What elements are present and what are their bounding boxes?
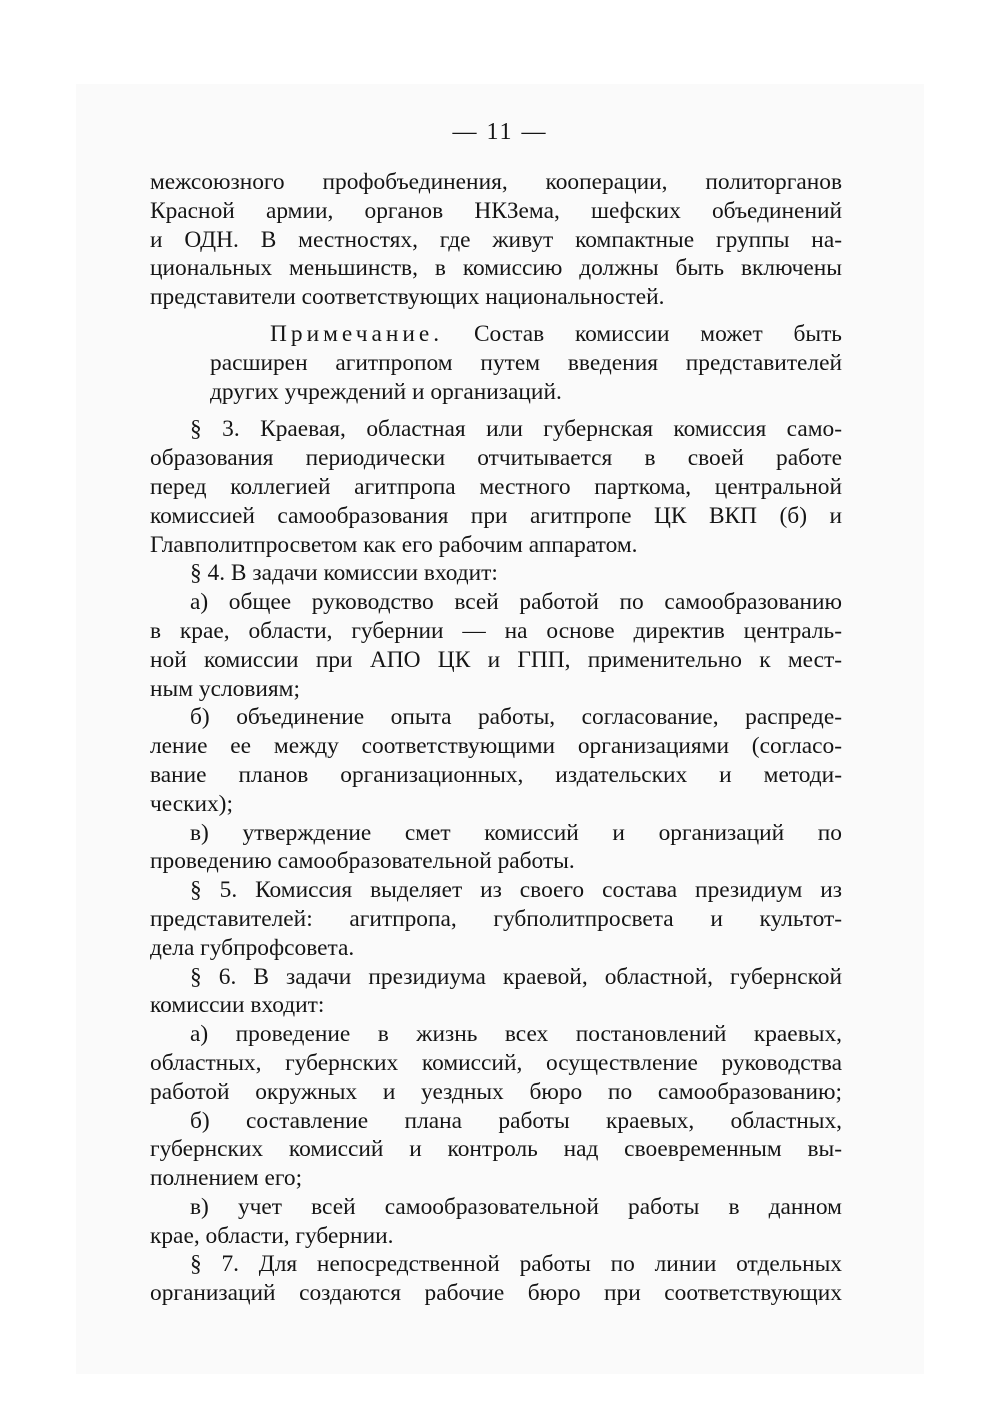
text-line: вание планов организационных, издательских и методи-	[150, 761, 842, 788]
text-line: § 7. Для непосредственной работы по линии отдельных	[190, 1251, 842, 1278]
section-4-item-a	[150, 588, 842, 703]
text-line: работой окружных и уездных бюро по самообразованию;	[150, 1078, 842, 1105]
text-line: образования периодически отчитывается в своей работе	[150, 445, 842, 472]
section-6-item-b	[150, 1107, 842, 1193]
text-line: а) общее руководство всей работой по самообразованию	[190, 589, 842, 616]
text-line: крае, области, губернии.	[150, 1222, 394, 1249]
document-text	[150, 168, 842, 1308]
text-line: в) утверждение смет комиссий и организаций по	[190, 819, 842, 846]
text-line: представителей: агитпропа, губполитпросвета и культот-	[150, 905, 842, 932]
text-line: организаций создаются рабочие бюро при соответствующих	[150, 1280, 842, 1307]
section-6-item-a	[150, 1020, 842, 1106]
text-line: в) учет всей самообразовательной работы в данном	[190, 1193, 842, 1220]
text-line: § 6. В задачи президиума краевой, областной, губернской	[190, 963, 842, 990]
text-line: ческих);	[150, 790, 233, 817]
text-line: в крае, области, губернии — на основе директив централь-	[150, 617, 842, 644]
text-line: комиссии входит:	[150, 992, 325, 1019]
section-3	[150, 415, 842, 559]
text-line: Красной армии, органов НКЗема, шефских объединений	[150, 197, 842, 224]
note-first-line	[150, 320, 842, 349]
section-5	[150, 876, 842, 962]
text-line: губернских комиссий и контроль над своевременным вы-	[150, 1136, 842, 1163]
text-line: а) проведение в жизнь всех постановлений краевых,	[190, 1021, 842, 1048]
text-line: циональных меньшинств, в комиссию должны быть включены	[150, 255, 842, 282]
section-4	[150, 559, 842, 588]
paragraph-composition	[150, 168, 842, 312]
text-line: ной комиссии при АПО ЦК и ГПП, применительно к мест-	[150, 646, 842, 673]
section-7	[150, 1250, 842, 1308]
note-label: Примечание.	[270, 320, 444, 347]
text-line: расширен агитпропом путем введения представителей	[210, 349, 842, 376]
text-line: б) объединение опыта работы, согласование, распреде-	[190, 704, 842, 731]
page-number: — 11 —	[452, 119, 548, 145]
text-line: проведению самообразовательной работы.	[150, 848, 575, 875]
note-block	[150, 320, 842, 406]
text-line: представители соответствующих национальностей.	[150, 284, 665, 311]
note-first-text: Состав комиссии может быть	[473, 320, 842, 347]
text-line: Главполитпросветом как его рабочим аппаратом.	[150, 531, 638, 558]
text-line: б) составление плана работы краевых, областных,	[190, 1107, 842, 1134]
text-line: других учреждений и организаций.	[210, 378, 562, 405]
text-line: дела губпрофсовета.	[150, 934, 355, 961]
text-line: § 4. В задачи комиссии входит:	[190, 560, 498, 587]
text-line: § 3. Краевая, областная или губернская комиссия само-	[190, 416, 842, 443]
text-line: § 5. Комиссия выделяет из своего состава президиум из	[190, 877, 842, 904]
text-line: перед коллегией агитпропа местного парткома, центральной	[150, 473, 842, 500]
section-4-item-c	[150, 819, 842, 877]
text-line: полнением его;	[150, 1165, 303, 1192]
text-line: ным условиям;	[150, 675, 300, 702]
text-line: комиссией самообразования при агитпропе ЦК ВКП (б) и	[150, 502, 842, 529]
text-line: межсоюзного профобъединения, кооперации, политорганов	[150, 169, 842, 195]
text-line: ление ее между соответствующими организациями (согласо-	[150, 733, 842, 760]
text-line: областных, губернских комиссий, осуществление руководства	[150, 1049, 842, 1076]
section-6-item-c	[150, 1193, 842, 1251]
text-line: и ОДН. В местностях, где живут компактные группы на-	[150, 226, 842, 253]
section-6	[150, 963, 842, 1021]
section-4-item-b	[150, 703, 842, 818]
